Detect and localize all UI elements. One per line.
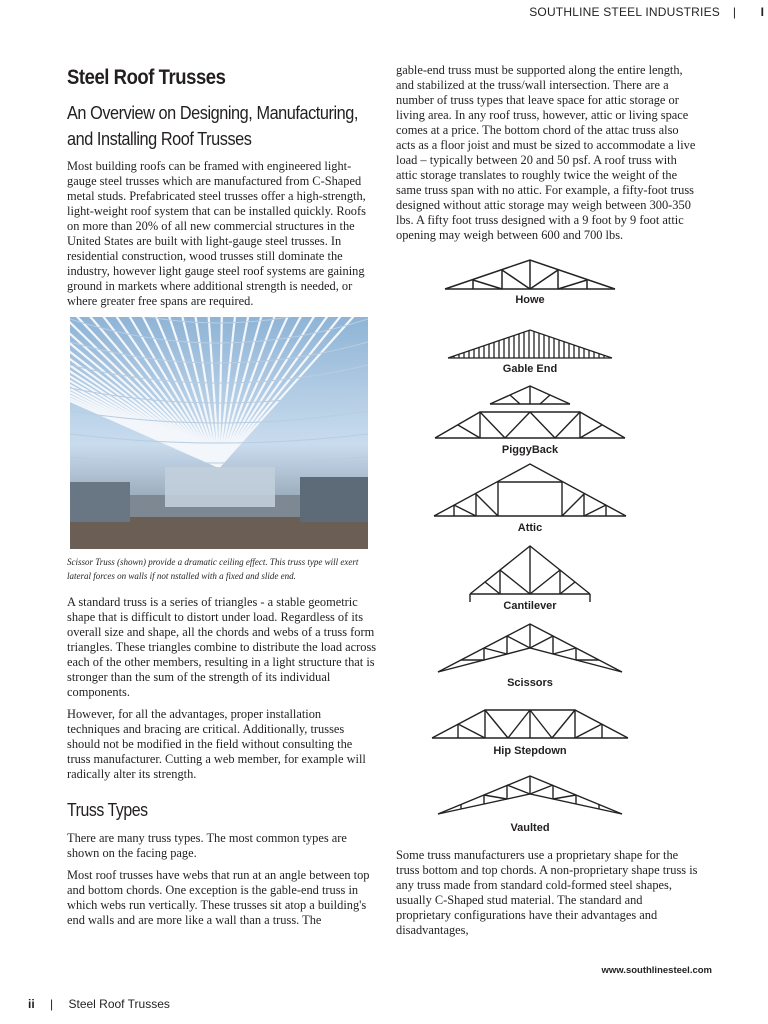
proprietary-shape-paragraph: Some truss manufacturers use a proprietary shape for the truss bottom and top chords. A non-proprietary shape truss is any truss made from standard cold-formed steel shapes, usually C-Shaped stud material. The standard and proprietary configurations have their advantages and disadvantages, bbox=[396, 848, 698, 937]
truss-label-vaulted: Vaulted bbox=[510, 822, 550, 834]
webs-paragraph: Most roof trusses have webs that run at an angle between top and bottom chords. One exception is the gable-end truss in which webs run vertically. These trusses sit atop a building's end walls and are more like a wall than a truss. The bbox=[67, 868, 370, 927]
right-column bbox=[396, 63, 700, 250]
scissor-truss-photo bbox=[70, 317, 368, 549]
intro-paragraph: Most building roofs can be framed with engineered light-gauge steel trusses which are manufactured from C-Shaped metal studs. Prefabricated steel trusses offer a high-strength, light-weight roof system that can be installed quickly. Roofs on more than 20% of all new commercial structures in the United States are built with light-gauge steel trusses. In residential construction, wood trusses still dominate the industry, however light gauge steel roof systems are gaining ground in markets where additional strength is needed, or where greater free spans are required. bbox=[67, 159, 366, 308]
right-bottom-text bbox=[396, 848, 700, 945]
truss-label-hip-stepdown: Hip Stepdown bbox=[493, 745, 567, 757]
standard-truss-paragraph: A standard truss is a series of triangles - a stable geometric shape that is difficult to distort under load. Regardless of its overall size and shape, all the chords and webs of a truss form triangles. These triangles combine to distribute the load across each of the other members, resulting in a light structure that is stronger than the sum of the strength of its individual components. bbox=[67, 595, 377, 699]
truss-howe bbox=[430, 252, 630, 306]
truss-cantilever bbox=[430, 542, 630, 612]
truss-vaulted bbox=[430, 772, 630, 834]
truss-label-howe: Howe bbox=[515, 294, 545, 306]
truss-types-diagram bbox=[430, 252, 630, 840]
page-title: Steel Roof Trusses bbox=[67, 66, 226, 89]
truss-label-gable-end: Gable End bbox=[502, 363, 558, 375]
footer-title: Steel Roof Trusses bbox=[68, 997, 170, 1011]
truss-scissors bbox=[430, 620, 630, 689]
header-separator: | bbox=[732, 5, 736, 19]
truss-label-scissors: Scissors bbox=[507, 677, 553, 689]
truss-hip-stepdown bbox=[430, 702, 630, 757]
footer-separator: | bbox=[50, 997, 54, 1011]
truss-piggyback bbox=[430, 382, 630, 456]
left-column bbox=[67, 62, 377, 935]
section-heading-truss-types: Truss Types bbox=[67, 800, 148, 820]
running-footer bbox=[28, 997, 170, 1011]
photo-caption: Scissor Truss (shown) provide a dramatic ceiling effect. This truss type will exert lateral forces on walls if not nstalled with a fixed and slide end. bbox=[67, 557, 359, 581]
header-company: SOUTHLINE STEEL INDUSTRIES bbox=[529, 5, 720, 19]
footer-page-number: ii bbox=[28, 997, 35, 1011]
truss-label-attic: Attic bbox=[517, 522, 543, 534]
running-header bbox=[0, 4, 768, 22]
truss-label-piggyback: PiggyBack bbox=[501, 444, 559, 456]
installation-paragraph: However, for all the advantages, proper installation techniques and bracing are critical. Additionally, trusses should not be modified in the field without consulting the truss manufacturer. Cutting a web member, for example will radically alter its strength. bbox=[67, 707, 366, 781]
truss-types-paragraph: There are many truss types. The most common types are shown on the facing page. bbox=[67, 831, 347, 860]
truss-label-cantilever: Cantilever bbox=[503, 600, 557, 612]
truss-attic bbox=[430, 460, 630, 534]
attic-paragraph: gable-end truss must be supported along the entire length, and stabilized at the truss/wall intersection. There are a number of truss types that leave space for attic storage or living area. In any roof truss, however, attic or living space comes at a price. The bottom chord of the attac truss also acts as a floor joist and must be sized to accommodate a live load – typically between 20 and 50 psf. A roof truss with attic storage translates to roughly twice the weight of the same truss span with no attic. For example, a fifty-foot truss designed without attic storage may weigh between 300-350 lbs. A fifty foot truss designed with a 9 foot by 9 foot attic opening may weigh between 600 and 700 lbs. bbox=[396, 63, 696, 242]
page-subtitle: An Overview on Designing, Manufacturing, and Installing Roof Trusses bbox=[67, 102, 358, 149]
truss-gable-end bbox=[430, 324, 630, 375]
header-page-number: I bbox=[760, 5, 764, 19]
website-url: www.southlinesteel.com bbox=[601, 965, 712, 976]
